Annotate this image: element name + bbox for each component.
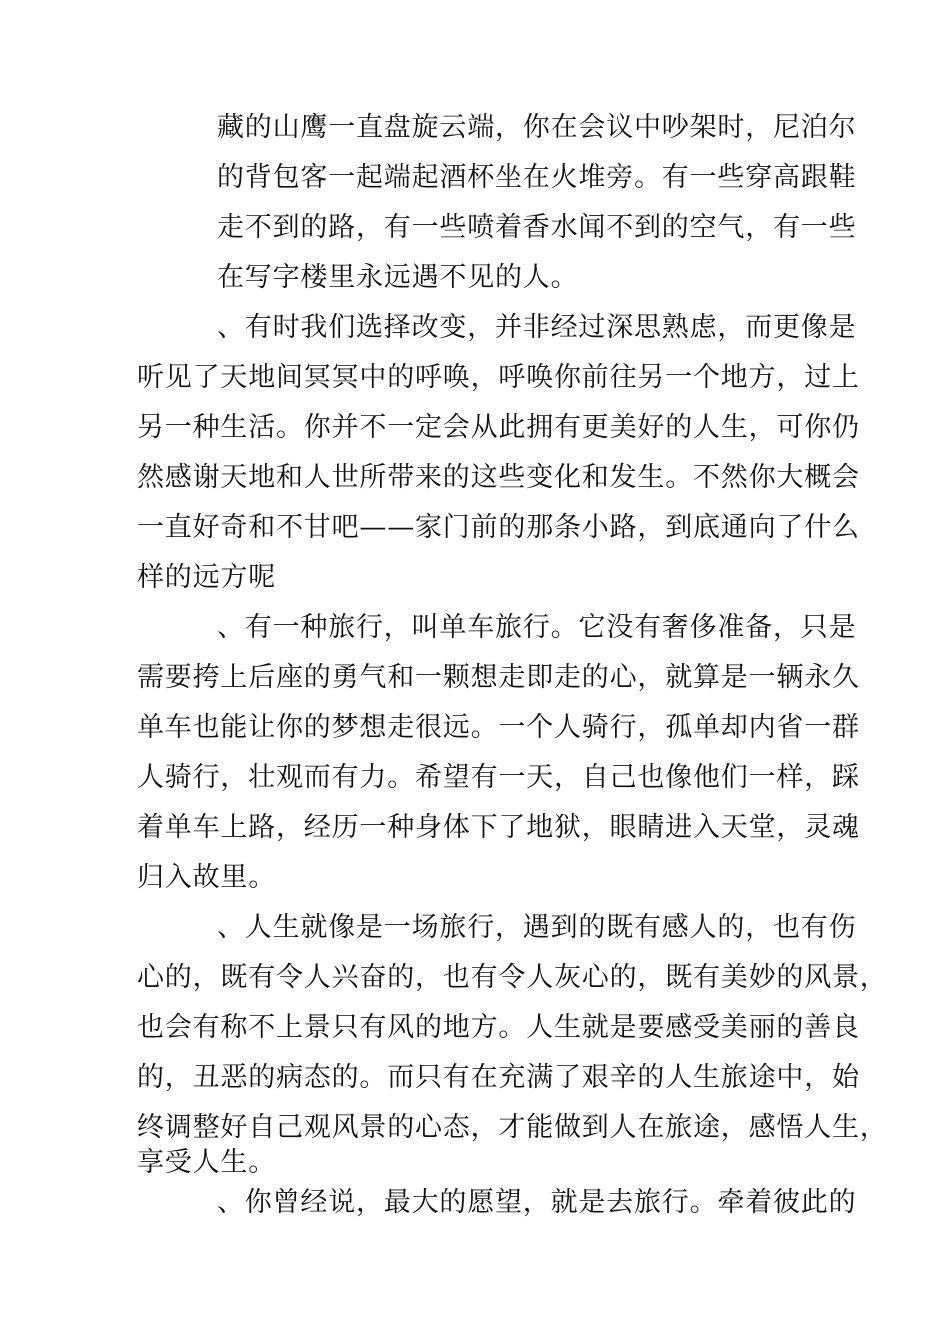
text-line: 单车也能让你的梦想走很远。一个人骑行，孤单却内省一群 [137,712,860,743]
text-line: 、有一种旅行，叫单车旅行。它没有奢侈准备，只是 [217,612,857,643]
text-line: 听见了天地间冥冥中的呼唤，呼唤你前往另一个地方，过上 [137,362,860,393]
text-line: 的，丑恶的病态的。而只有在充满了艰辛的人生旅途中，始 [137,1062,860,1093]
text-line: 终调整好自己观风景的心态，才能做到人在旅途，感悟人生， [137,1112,888,1143]
text-line: 享受人生。 [137,1147,276,1178]
text-line: 走不到的路，有一些喷着香水闻不到的空气，有一些 [217,212,857,243]
text-line: 需要挎上后座的勇气和一颗想走即走的心，就算是一辆永久 [137,662,860,693]
text-line: 归入故里。 [137,862,276,893]
text-line: 着单车上路，经历一种身体下了地狱，眼睛进入天堂，灵魂 [137,812,860,843]
text-line: 人骑行，壮观而有力。希望有一天，自己也像他们一样，踩 [137,762,860,793]
text-line: 一直好奇和不甘吧——家门前的那条小路，到底通向了什么 [137,512,860,543]
text-line: 心的，既有令人兴奋的，也有令人灰心的，既有美妙的风景， [137,962,888,993]
text-line: 、人生就像是一场旅行，遇到的既有感人的，也有伤 [217,912,857,943]
text-line: 藏的山鹰一直盘旋云端，你在会议中吵架时，尼泊尔 [217,112,857,143]
text-line: 、有时我们选择改变，并非经过深思熟虑，而更像是 [217,312,857,343]
text-line: 在写字楼里永远遇不见的人。 [217,262,579,293]
text-line: 然感谢天地和人世所带来的这些变化和发生。不然你大概会 [137,462,860,493]
text-line: 样的远方呢 [137,562,276,593]
text-line: 另一种生活。你并不一定会从此拥有更美好的人生，可你仍 [137,412,860,443]
text-line: 也会有称不上景只有风的地方。人生就是要感受美丽的善良 [137,1012,860,1043]
text-line: 、你曾经说，最大的愿望，就是去旅行。牵着彼此的 [217,1187,857,1218]
text-line: 的背包客一起端起酒杯坐在火堆旁。有一些穿高跟鞋 [217,162,857,193]
